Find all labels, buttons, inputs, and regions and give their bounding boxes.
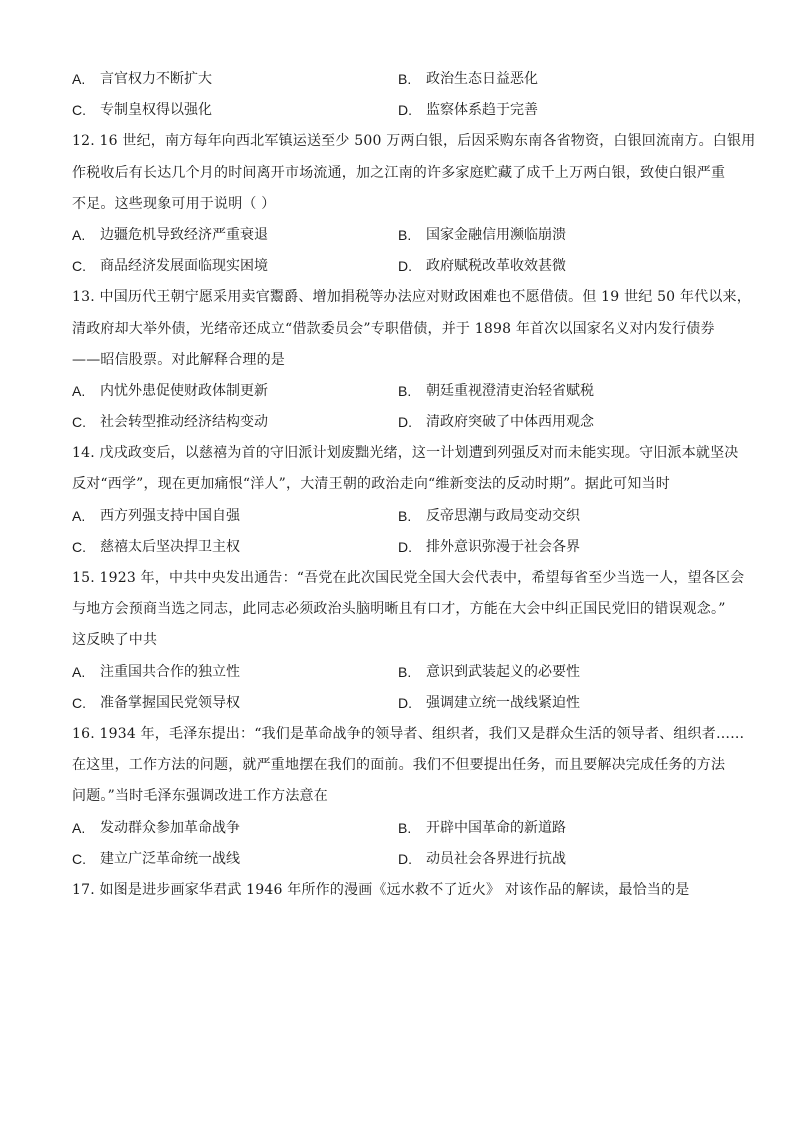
option-c xyxy=(72,688,398,719)
option-row xyxy=(72,657,724,688)
option-text: 清政府突破了中体西用观念 xyxy=(426,414,594,431)
option-text: 国家金融信用濒临崩溃 xyxy=(426,226,566,243)
option-text: 反帝思潮与政局变动交织 xyxy=(426,507,580,524)
option-text: 建立广泛革命统一战线 xyxy=(100,850,240,867)
option-letter: C. xyxy=(72,850,86,867)
question-text-line: 15. 1923 年，中共中央发出通告：“吾党在此次国民党全国大会代表中，希望每省至少当选一人，望各区会 xyxy=(72,570,745,586)
option-letter: A. xyxy=(72,507,86,524)
question-text-line: 13. 中国历代王朝宁愿采用卖官鬻爵、增加捐税等办法应对财政困难也不愿借债。但 19 世纪 50 年代以来， xyxy=(72,289,751,306)
option-letter: C. xyxy=(72,258,86,275)
option-text: 强调建立统一战线紧迫性 xyxy=(426,694,580,711)
option-c xyxy=(72,95,398,126)
option-b xyxy=(398,64,724,95)
question-text-line: 在这里，工作方法的问题，就严重地摆在我们的面前。我们不但要提出任务，而且要解决完成任务的方法 xyxy=(72,757,726,774)
option-letter: C. xyxy=(72,414,86,431)
option-letter: A. xyxy=(72,71,86,87)
option-b xyxy=(398,813,724,844)
question-text-line: 问题。”当时毛泽东强调改进工作方法意在 xyxy=(72,788,328,805)
option-letter: D. xyxy=(398,258,412,275)
question-text-line: 14. 戊戌政变后，以慈禧为首的守旧派计划废黜光绪，这一计划遭到列强反对而未能实现。守旧派本就坚决 xyxy=(72,445,739,462)
option-text: 朝廷重视澄清吏治轻省赋税 xyxy=(426,382,594,399)
option-d xyxy=(398,844,724,875)
question-15 xyxy=(72,563,745,719)
option-letter: D. xyxy=(398,414,412,431)
question-text-line: 16. 1934 年，毛泽东提出：“我们是革命战争的领导者、组织者，我们又是群众生活的领导者、组织者…… xyxy=(72,725,745,742)
option-row xyxy=(72,813,724,844)
question-text-line: 17. 如图是进步画家华君武 1946 年所作的漫画《远水救不了近火》 对该作品的解读，最恰当的是 xyxy=(72,881,690,898)
option-letter: B. xyxy=(398,382,412,399)
option-d xyxy=(398,407,724,438)
option-d xyxy=(398,688,724,719)
option-text: 专制皇权得以强化 xyxy=(100,102,212,119)
option-row xyxy=(72,64,724,95)
option-letter: D. xyxy=(398,102,412,119)
question-14 xyxy=(72,438,739,563)
option-letter: B. xyxy=(398,819,412,836)
question-17 xyxy=(72,875,724,906)
option-text: 准备掌握国民党领导权 xyxy=(100,694,240,711)
option-a xyxy=(72,376,398,407)
option-letter: A. xyxy=(72,819,86,836)
option-a xyxy=(72,657,398,688)
option-b xyxy=(398,220,724,251)
option-row xyxy=(72,501,724,532)
option-row xyxy=(72,220,724,251)
option-c xyxy=(72,407,398,438)
option-letter: B. xyxy=(398,663,412,680)
question-text-line: 这反映了中共 xyxy=(72,632,158,649)
option-a xyxy=(72,813,398,844)
option-text: 慈禧太后坚决捍卫主权 xyxy=(100,538,240,555)
option-letter: C. xyxy=(72,538,86,555)
option-b xyxy=(398,657,724,688)
option-text: 排外意识弥漫于社会各界 xyxy=(426,538,580,555)
option-text: 政治生态日益恶化 xyxy=(426,71,538,87)
option-row xyxy=(72,532,724,563)
option-row xyxy=(72,376,724,407)
option-letter: A. xyxy=(72,382,86,399)
question-text-line: ——昭信股票。对此解释合理的是 xyxy=(72,351,285,368)
option-text: 商品经济发展面临现实困境 xyxy=(100,258,268,275)
option-letter: B. xyxy=(398,71,412,87)
option-text: 发动群众参加革命战争 xyxy=(100,819,240,836)
option-letter: C. xyxy=(72,102,86,119)
question-text-line: 清政府却大举外债，光绪帝还成立“借款委员会”专职借债，并于 1898 年首次以国家名义对内发行债券 xyxy=(72,320,715,337)
option-text: 西方列强支持中国自强 xyxy=(100,507,240,524)
option-c xyxy=(72,251,398,282)
option-text: 注重国共合作的独立性 xyxy=(100,663,240,680)
option-letter: A. xyxy=(72,226,86,243)
option-text: 动员社会各界进行抗战 xyxy=(426,850,566,867)
option-row xyxy=(72,251,724,282)
option-d xyxy=(398,251,724,282)
option-text: 开辟中国革命的新道路 xyxy=(426,819,566,836)
question-text-line: 与地方会预商当选之同志，此同志必须政治头脑明晰且有口才，方能在大会中纠正国民党旧的错误观念。” xyxy=(72,601,726,618)
question-text-line: 不足。这些现象可用于说明（ ） xyxy=(72,195,276,212)
option-letter: D. xyxy=(398,850,412,867)
option-row xyxy=(72,844,724,875)
question-text-line: 作税收后有长达几个月的时间离开市场流通，加之江南的许多家庭贮藏了成千上万两白银，致使白银严重 xyxy=(72,164,726,181)
option-text: 监察体系趋于完善 xyxy=(426,102,538,119)
option-letter: B. xyxy=(398,226,412,243)
question-16 xyxy=(72,719,745,875)
question-text-line: 12. 16 世纪，南方每年向西北军镇运送至少 500 万两白银，后因采购东南各省物资，白银回流南方。白银用 xyxy=(72,133,756,150)
option-letter: C. xyxy=(72,694,86,711)
option-a xyxy=(72,64,398,95)
option-letter: D. xyxy=(398,694,412,711)
option-row xyxy=(72,688,724,719)
option-c xyxy=(72,532,398,563)
question-text-line: 反对“西学”，现在更加痛恨“洋人”，大清王朝的政治走向“维新变法的反动时期”。据此可知当时 xyxy=(72,476,670,493)
question-12 xyxy=(72,126,756,282)
option-letter: B. xyxy=(398,507,412,524)
option-c xyxy=(72,844,398,875)
option-row xyxy=(72,407,724,438)
question-13 xyxy=(72,282,751,438)
option-letter: D. xyxy=(398,538,412,555)
option-text: 言官权力不断扩大 xyxy=(100,71,212,87)
option-a xyxy=(72,220,398,251)
option-a xyxy=(72,501,398,532)
option-d xyxy=(398,532,724,563)
option-text: 社会转型推动经济结构变动 xyxy=(100,414,268,431)
option-text: 政府赋税改革收效甚微 xyxy=(426,258,566,275)
option-row xyxy=(72,95,724,126)
option-text: 意识到武装起义的必要性 xyxy=(426,663,580,680)
option-d xyxy=(398,95,724,126)
exam-page xyxy=(72,64,756,906)
option-b xyxy=(398,376,724,407)
option-b xyxy=(398,501,724,532)
option-text: 内忧外患促使财政体制更新 xyxy=(100,382,268,399)
option-text: 边疆危机导致经济严重衰退 xyxy=(100,226,268,243)
option-letter: A. xyxy=(72,663,86,680)
